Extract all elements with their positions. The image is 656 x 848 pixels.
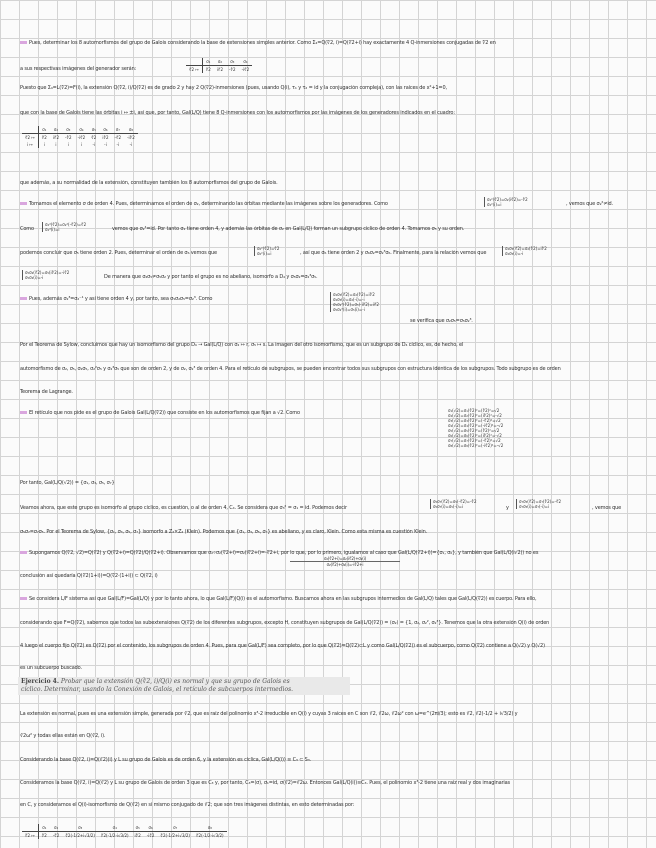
paragraph-10-line-3: Considerando la base Q(∛2, i)=Q(∛2)(i) y L su grupo de Galois es de orden 6, y la extensión es cíclica, Gal(L/Q(i)) ≅ C₃ ⊂ S₃.: [20, 757, 312, 763]
paragraph-7-line-2: Veamos ahora, que este grupo es isomorfo al grupo cíclico, es cuestión, o al de orden 4, C₄. Se considera que σ₃² = σ₁ = id. Podemos decir: [20, 505, 347, 511]
paragraph-1-line-2: a sus respectivas imágenes del generador serán:: [20, 66, 137, 72]
formula-box-8: σ₇σ₅(∜2)=σ₇(∜2)=-∜2 σ₇σ₅(i)=σ₇(-i)=i: [516, 499, 561, 509]
paragraph-5-line-1: Por el Teorema de Sylow, concluimos que hay un isomorfismo del grupo D₄ → Gal(L/Q) con σ₂ ↦ r, σ₅ ↦ s. La imagen del otro isomorfismo, que es un subgrupo de D₄ cíclico, es, de hecho, el: [20, 342, 464, 348]
formula-box-6: σ₂σ₅(∜2)=σ₂(∜2)=i∜2 σ₂σ₅(i)=σ₂(-i)=-i σ₅σ₂³(∜2)=σ₅(-i∜2)=i∜2 σ₅σ₂³(i)=σ₅(i)=-i: [330, 292, 379, 312]
paragraph-3-line-4: podemos concluir que σ₅ tiene orden 2. Pues, determinar el orden de σ₆ vemos que: [20, 250, 217, 256]
paragraph-3-line-2: Tomamos el elemento σ de orden 4. Pues, determinamos el orden de σ₂, determinando las órbitas mediante las imágenes sobre los generadores. Como: [20, 201, 500, 207]
paragraph-2-line-1: Puesto que Σ₄=L(∜2)=F(i), la extensión Q(∜2, i)/Q(∜2) es de grado 2 y hay 2 Q(∜2)-inmersiones (pues, usando Q(i), τ₁ y τ₂ = id y la conjugación compleja), con las raíces de x²+1=0,: [20, 85, 447, 91]
paragraph-10-line-2: ∛2ω² y todas ellas están en Q(∛2, i).: [20, 733, 106, 739]
paragraph-4-line-2-end: se verifica que σ₂σ₅=σ₅σ₂³.: [410, 318, 473, 324]
paragraph-9-line-2: considerando que F=Q(∜2), sabemos que todos las subextensiones Q(∜2) de los diferentes subgrupos, excepto H, constituyen subgrupos de Gal(L/Q(∜2)) = ⟨σ₂⟩ = {1, σ₂, σ₂², σ₂³}. Tenemos que la otra extensión Q(i) de orden: [20, 620, 550, 626]
paragraph-10-line-4: Consideramos la base Q(∛2, i)=Q(∛2) y L su grupo de Galois de orden 3 que es C₃ y, por tanto, C₃=⟨σ⟩, σ₁=id, σ(∛2)=∛2ω. Entonces Gal(L/Q(i))≅C₃. Pues, el polinomio x³-2 tiene una raíz real y dos imaginarias: [20, 780, 511, 786]
paragraph-5-line-3: Teorema de Lagrange.: [20, 389, 73, 395]
formula-box-7: σ₅σ₇(∜2)=σ₅(-∜2)=-∜2 σ₅σ₇(i)=σ₅(-i)=i: [430, 499, 477, 509]
paragraph-7-line-3: σ₅σ₇=σ₇σ₅. Por el Teorema de Sylow, {σ₁, σ₃, σ₅, σ₇} isomorfo a Z₂×Z₂ (Klein). Podemos que {σ₁, σ₃, σ₅, σ₇} es abeliano, y es claro, Klein. Como esta misma es cuestión Klein.: [20, 529, 428, 535]
fraction-numerator: σ₂(∜2+i)=σ₂(i∜2)+σ₂(i): [323, 556, 367, 561]
formula-box-1: σ₂²(∜2)=σ₂(i∜2)=-∜2 σ₂²(i)=i: [484, 197, 528, 207]
paragraph-4-line-2: Pues, además σ₂³=σ₂⁻¹ y así tiene orden 4 y, por tanto, sea σ₅σ₂σ₅=σ₂³. Como: [20, 296, 320, 302]
paragraph-6-line-1: El retículo que nos pide es el grupo de Galois Gal(L/Q(∜2)) que consiste en los automorfismos que fijan a √2. Como: [20, 410, 440, 416]
sqrt2-image-list: σ₁(√2)=σ₁(∜2)²=(∜2)²=√2 σ₂(√2)=σ₂(∜2)²=(i∜2)²=-√2 σ₃(√2)=σ₃(∜2)²=(-∜2)²=√2 σ₄(√2)=σ₄(∜2)²=(-i∜2)²=-√2 σ₅(√2)=σ₅(∜2)²=(∜2)²=√2 σ₆(√2)=σ₆(∜2)²=(i∜2)²=-√2 σ₇(√2)=σ₇(∜2)²=(-∜2)²=√2 σ₈(√2)=σ₈(∜2)²=(-i∜2)²=-√2: [448, 408, 504, 448]
table-cube-root-images: σ₁ σ₂ σ₃ σ₄ σ₅ σ₆ σ₇ σ₈ ∛2 ↦ ∛2 -∛2 ∛2(-1/2+i√3/2) ∛2(-1/2-i√3/2) i∛2 -i∛2 ∛2(-1/2+i√3/2) ∛2(-1/2-i√3/2): [22, 824, 227, 839]
formula-box-3: σ₆²(∜2)=∜2 σ₆²(i)=i: [254, 246, 279, 256]
paragraph-9-line-1: Se considera L/F sistema así que Gal(L/F)=Gal(L/Q) y por lo tanto ahora, lo que Gal(L/F)|Q(i) es el automorfismo. Buscamos ahora en las subgrupos intermedios de Gal(L/Q) tales que Gal(L/Q(∜2)) es cuerpo. Para ello,: [20, 596, 636, 602]
bullet-marker: [20, 297, 27, 300]
conjunction-y: y: [506, 505, 509, 511]
exercise-4-statement: [18, 677, 350, 695]
paragraph-3-line-3-start: Como: [20, 226, 34, 232]
paragraph-8-line-2: conclusión así quedaría Q(∜2(1+i))=Q(∜2·(1+i)) ⊂ Q(∜2, i): [20, 573, 158, 579]
paragraph-3-line-4-end: , así que σ₆ tiene orden 2 y σ₆σ₂=σ₂³σ₆. Finalmente, para la relación vemos que: [300, 250, 487, 256]
paragraph-9-line-3: 4 luego el cuerpo fijo Q(∜2) es Q(∜2) por el contenido, los subgrupos de orden 4. Pues, para que Gal(L/F) sea completo, por lo que Q(∜2)=Q(∜2)⊂L y como Gal(L/Q(∜2)) es el subcuerpo, como Q(∜2) contiene a Q(√2) y Q(√2): [20, 643, 545, 649]
bullet-marker: [20, 41, 27, 44]
paragraph-10-line-1: La extensión es normal, pues es una extensión simple, generada por ∛2, que es raíz del polinomio x³-2 irreducible en Q(i) y cuyas 3 raíces en C son ∛2, ∛2ω, ∛2ω² con ω=e^(2πi/3); esto es ∛2, ∛2(-1/2 + i√3/2) y: [20, 711, 518, 717]
paragraph-10-line-5: en C, y consideramos el Q(i)-isomorfismo de Q(∛2) en sí mismo conjugado de ∛2; que son tres imágenes distintas, en esto determinadas por:: [20, 802, 355, 808]
table-automorphisms: σ₁ σ₂ σ₃ σ₄ σ₅ σ₆ σ₇ σ₈ ∜2 ↦ ∜2 i∜2 -∜2 -i∜2 ∜2 i∜2 -∜2 -i∜2 i ↦ i i i i -i -i -i -i: [22, 126, 138, 148]
bullet-marker: [20, 597, 27, 600]
paragraph-3-line-1: que además, a su normalidad de la extensión, constituyen también los 8 automorfismos del grupo de Galois.: [20, 180, 278, 186]
formula-box-4: σ₂σ₅(∜2)=σ₂(∜2)=i∜2 σ₂σ₅(i)=-i: [502, 246, 547, 256]
exercise-label: Ejercicio 4.: [21, 678, 59, 685]
paragraph-8-line-1: Supongamos Q(∜2, √2)=Q(∜2) y Q(∜2+i)=Q(∜2)/Q(∜2+i). Observamos que σ₂∘σ₂(∜2+i)=σ₂(i∜2+i)=-∜2+i, por lo que, por lo primero, igualamos al caso que Gal(L/Q(∜2+i))={σ₁, σ₆}, y también que Gal(L/Q(i√2)) no es: [20, 550, 636, 556]
exercise-4-line-1: Ejercicio 4. Probar que la extensión Q(∛2, i)/Q(i) es normal y que su grupo de Galois es: [21, 678, 290, 685]
bullet-marker: [20, 411, 27, 414]
paragraph-7-line-1: Por tanto, Gal(L/Q(√2)) = {σ₁, σ₃, σ₅, σ₇}: [20, 480, 115, 486]
paragraph-2-line-2: que con la base de Galois tiene las órbitas i ↦ ±i, así que, por tanto, Gal(L/Q) tiene 8 Q-inmersiones con los automorfismos por las imágenes de los generadores indicados en el cuadro:: [20, 110, 455, 116]
bullet-marker: [20, 202, 27, 205]
formula-box-2: σ₂⁴(∜2)=σ₂²(-∜2)=∜2 σ₂⁴(i)=i: [42, 222, 86, 232]
paragraph-5-line-2: automorfismo de σ₂, σ₅, σ₂σ₅, σ₂²σ₅ y σ₂³σ₅ que son de orden 2, y de σ₂, σ₂³ de orden 4. Para el retículo de subgrupos, se pueden encontrar todos sus subgrupos con estructura idéntica de los subgrupos. Todo subgrupo es de orden: [20, 366, 561, 372]
paragraph-7-line-2-end: , vemos que: [592, 505, 622, 511]
paragraph-1-line-1: Pues, determinar los 8 automorfismos del grupo de Galois considerando la base de extensiones simples anterior. Como Σ₄=Q(∜2, i)=Q(∜2+i) hay exactamente 4 Q-inmersiones conjugadas de ∜2 en: [20, 40, 636, 46]
formula-box-5: σ₅σ₂(∜2)=σ₅(i∜2)=-i∜2 σ₅σ₂(i)=-i: [22, 270, 69, 280]
paragraph-4-line-1: De manera que σ₂σ₅≠σ₅σ₂ y por tanto el grupo es no abeliano, isomorfo a D₄ y σ₅σ₂=σ₂³σ₅.: [104, 274, 318, 280]
exercise-4-line-2: cíclico. Determinar, usando la Conexión de Galois, el retículo de subcuerpos intermedios.: [21, 686, 294, 693]
paragraph-9-line-4: es un subcuerpo buscado.: [20, 665, 82, 671]
paragraph-3-line-2-end: , vemos que σ₂²≠id.: [566, 201, 614, 207]
paragraph-3-line-3: vemos que σ₂⁴=id. Por tanto σ₂ tiene orden 4, y además las órbitas de σ₂ en Gal(L/Q) forman un subgrupo cíclico de orden 4. Tomamos σ₅ y su orden.: [112, 226, 465, 232]
fraction-denominator: σ₂(∜2)+σ₂(i)=-i∜2+i: [290, 561, 400, 567]
table-generator-images: σ₁ σ₂ σ₃ σ₄ ∜2 ↦ ∜2 i∜2 -∜2 -i∜2: [186, 58, 252, 73]
bullet-marker: [20, 551, 27, 554]
